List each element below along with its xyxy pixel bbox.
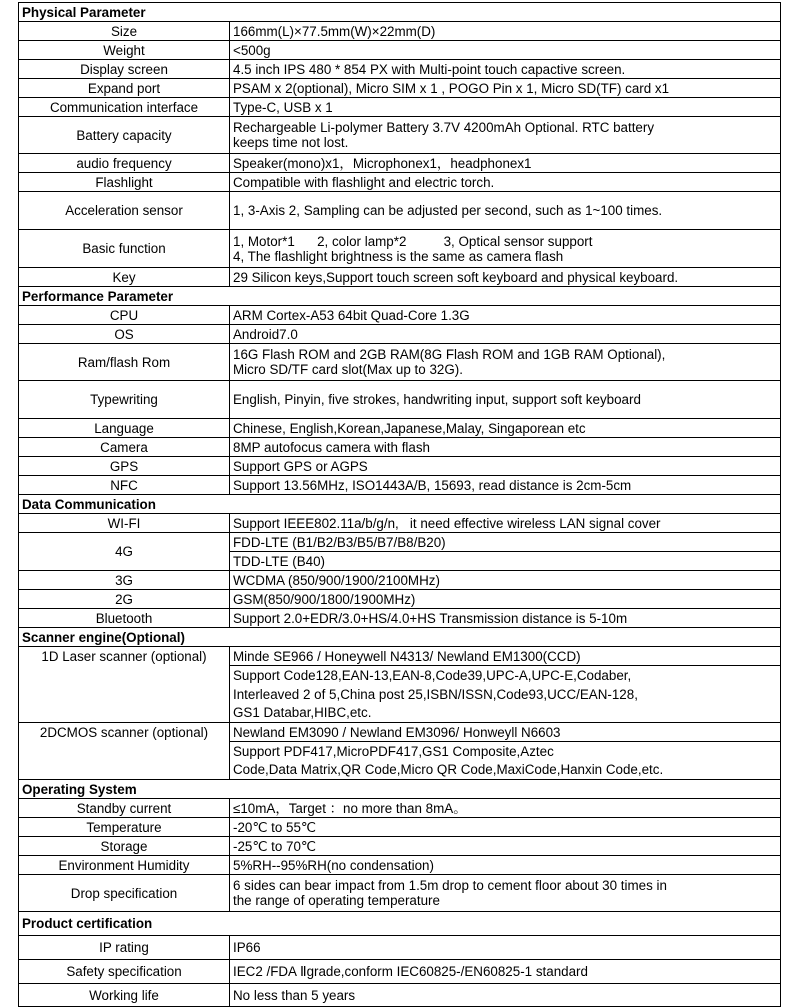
cpu-label: CPU	[19, 306, 230, 325]
weight-label: Weight	[19, 41, 230, 60]
section-scanner-title: Scanner engine(Optional)	[19, 628, 781, 647]
display-value: 4.5 inch IPS 480 * 854 PX with Multi-point touch capactive screen.	[230, 60, 781, 79]
standby-value: ≤10mA，Target ：no more than 8mA。	[230, 799, 781, 818]
safety-label: Safety specification	[19, 960, 230, 984]
standby-label: Standby current	[19, 799, 230, 818]
cmos-codes-line2: Code,Data Matrix,QR Code,Micro QR Code,MaxiCode,Hanxin Code,etc.	[230, 761, 781, 780]
battery-value-line1: Rechargeable Li-polymer Battery 3.7V 4200mAh Optional. RTC battery	[233, 120, 655, 135]
section-physical-title: Physical Parameter	[19, 3, 781, 22]
working-life-label: Working life	[19, 984, 230, 1007]
storage-value: -25℃ to 70℃	[230, 837, 781, 856]
audio-label: audio frequency	[19, 154, 230, 173]
temperature-value: -20℃ to 55℃	[230, 818, 781, 837]
cpu-value: ARM Cortex-A53 64bit Quad-Core 1.3G	[230, 306, 781, 325]
comm-interface-value: Type-C, USB x 1	[230, 98, 781, 117]
laser-scanner-label: 1D Laser scanner (optional)	[19, 647, 230, 666]
battery-value	[230, 117, 781, 154]
section-datacomm-title: Data Communication	[19, 495, 781, 514]
laser-codes-line2: Interleaved 2 of 5,China post 25,ISBN/ISSN,Code93,UCC/EAN-128,	[230, 685, 781, 704]
section-opsys-title: Operating System	[19, 780, 781, 799]
laser-codes-line1: Support Code128,EAN-13,EAN-8,Code39,UPC-A,UPC-E,Codaber,	[230, 666, 781, 685]
humidity-label: Environment Humidity	[19, 856, 230, 875]
accel-label: Acceleration sensor	[19, 192, 230, 230]
drop-value-line2: the range of operating temperature	[233, 893, 440, 908]
basic-function-line2: 4, The flashlight brightness is the same as camera flash	[233, 248, 564, 264]
camera-value: 8MP autofocus camera with flash	[230, 438, 781, 457]
camera-label: Camera	[19, 438, 230, 457]
cmos-scanner-spacer	[19, 742, 230, 761]
laser-scanner-spacer	[19, 666, 230, 685]
typewriting-value: English, Pinyin, five strokes, handwriting input, support soft keyboard	[230, 381, 781, 419]
cmos-scanner-spacer	[19, 761, 230, 780]
cmos-codes-line1: Support PDF417,MicroPDF417,GS1 Composite,Aztec	[230, 742, 781, 761]
ram-label: Ram/flash Rom	[19, 344, 230, 381]
size-value: 166mm(L)×77.5mm(W)×22mm(D)	[230, 22, 781, 41]
ram-value	[230, 344, 781, 381]
4g-value-fdd: FDD-LTE (B1/B2/B3/B5/B7/B8/B20)	[230, 533, 781, 552]
audio-value: Speaker(mono)x1，Microphonex1，headphonex1	[230, 154, 781, 173]
basic-function-label: Basic function	[19, 230, 230, 268]
4g-label: 4G	[19, 533, 230, 571]
2g-label: 2G	[19, 590, 230, 609]
key-label: Key	[19, 268, 230, 287]
storage-label: Storage	[19, 837, 230, 856]
gps-label: GPS	[19, 457, 230, 476]
basic-function-line1: 1, Motor*1 2, color lamp*2 3, Optical sensor support	[233, 233, 593, 249]
safety-value: IEC2 /FDA Ⅱgrade,conform IEC60825-/EN60825-1 standard	[230, 960, 781, 984]
bluetooth-label: Bluetooth	[19, 609, 230, 628]
laser-scanner-spacer	[19, 685, 230, 704]
cmos-scanner-label: 2DCMOS scanner (optional)	[19, 723, 230, 742]
os-label: OS	[19, 325, 230, 344]
os-value: Android7.0	[230, 325, 781, 344]
ram-value-line2: Micro SD/TF card slot(Max up to 32G).	[233, 362, 463, 377]
expand-port-label: Expand port	[19, 79, 230, 98]
size-label: Size	[19, 22, 230, 41]
humidity-value: 5%RH--95%RH(no condensation)	[230, 856, 781, 875]
working-life-value: No less than 5 years	[230, 984, 781, 1007]
3g-value: WCDMA (850/900/1900/2100MHz)	[230, 571, 781, 590]
nfc-label: NFC	[19, 476, 230, 495]
4g-value-tdd: TDD-LTE (B40)	[230, 552, 781, 571]
bluetooth-value: Support 2.0+EDR/3.0+HS/4.0+HS Transmission distance is 5-10m	[230, 609, 781, 628]
laser-scanner-engines: Minde SE966 / Honeywell N4313/ Newland EM1300(CCD)	[230, 647, 781, 666]
section-cert-title: Product certification	[19, 912, 781, 936]
cmos-scanner-engines: Newland EM3090 / Newland EM3096/ Honweyll N6603	[230, 723, 781, 742]
basic-function-value	[230, 230, 781, 268]
2g-value: GSM(850/900/1800/1900MHz)	[230, 590, 781, 609]
ram-value-line1: 16G Flash ROM and 2GB RAM(8G Flash ROM and 1GB RAM Optional),	[233, 347, 666, 362]
display-label: Display screen	[19, 60, 230, 79]
drop-value-line1: 6 sides can bear impact from 1.5m drop to cement floor about 30 times in	[233, 878, 667, 893]
comm-interface-label: Communication interface	[19, 98, 230, 117]
laser-scanner-spacer	[19, 704, 230, 723]
flashlight-value: Compatible with flashlight and electric torch.	[230, 173, 781, 192]
gps-value: Support GPS or AGPS	[230, 457, 781, 476]
accel-value: 1, 3-Axis 2, Sampling can be adjusted per second, such as 1~100 times.	[230, 192, 781, 230]
language-value: Chinese, English,Korean,Japanese,Malay, Singaporean etc	[230, 419, 781, 438]
language-label: Language	[19, 419, 230, 438]
wifi-label: WI-FI	[19, 514, 230, 533]
battery-label: Battery capacity	[19, 117, 230, 154]
flashlight-label: Flashlight	[19, 173, 230, 192]
key-value: 29 Silicon keys,Support touch screen soft keyboard and physical keyboard.	[230, 268, 781, 287]
wifi-value: Support IEEE802.11a/b/g/n, it need effective wireless LAN signal cover	[230, 514, 781, 533]
expand-port-value: PSAM x 2(optional), Micro SIM x 1 , POGO Pin x 1, Micro SD(TF) card x1	[230, 79, 781, 98]
section-performance-title: Performance Parameter	[19, 287, 781, 306]
spec-table	[18, 2, 781, 1007]
drop-value	[230, 875, 781, 912]
temperature-label: Temperature	[19, 818, 230, 837]
ip-rating-value: IP66	[230, 936, 781, 960]
battery-value-line2: keeps time not lost.	[233, 135, 349, 150]
laser-codes-line3: GS1 Databar,HIBC,etc.	[230, 704, 781, 723]
nfc-value: Support 13.56MHz, ISO1443A/B, 15693, read distance is 2cm-5cm	[230, 476, 781, 495]
weight-value: <500g	[230, 41, 781, 60]
ip-rating-label: IP rating	[19, 936, 230, 960]
typewriting-label: Typewriting	[19, 381, 230, 419]
drop-label: Drop specification	[19, 875, 230, 912]
3g-label: 3G	[19, 571, 230, 590]
